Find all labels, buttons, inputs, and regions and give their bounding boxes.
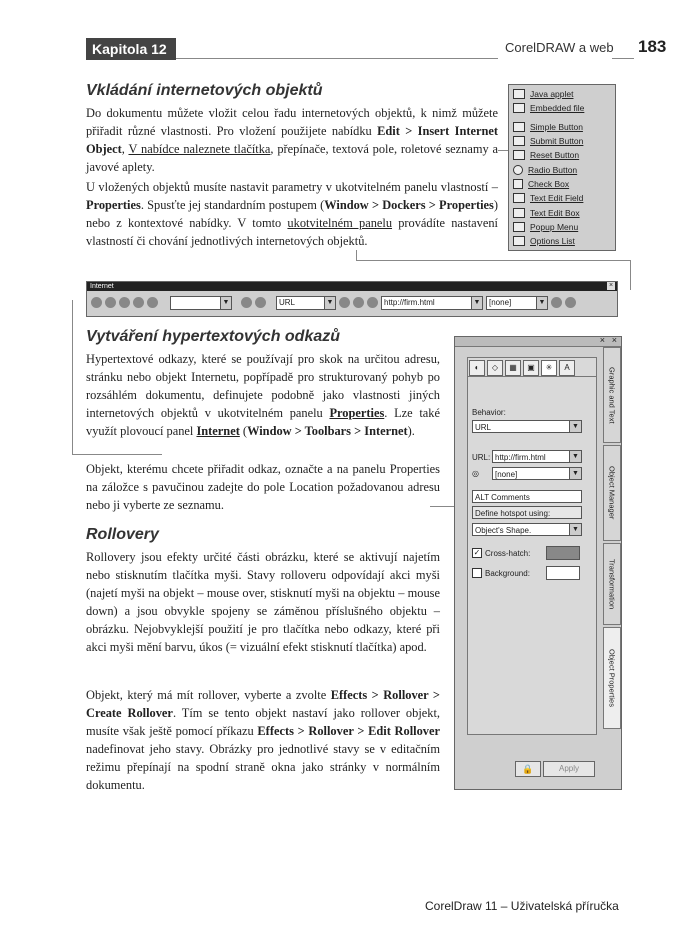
link-icon[interactable] (133, 297, 144, 308)
text-field-icon (513, 193, 525, 203)
running-title: CorelDRAW a web (505, 40, 614, 55)
list-item[interactable]: Options List (509, 234, 615, 248)
target-select[interactable]: [none] ▼ (486, 296, 548, 310)
general-tab-icon[interactable]: ▦ (505, 360, 521, 376)
callout-line (356, 260, 630, 261)
callout-line (356, 250, 357, 260)
chevron-down-icon: ▼ (569, 421, 581, 432)
outline-tab-icon[interactable]: ◇ (487, 360, 503, 376)
check-icon: ✓ (473, 548, 481, 557)
header-rule (176, 58, 498, 59)
back-icon[interactable] (105, 297, 116, 308)
section2-paragraph-2: Objekt, kterému chcete přiřadit odkaz, označte a na panelu Properties na záložce s pavučinou zadejte do pole Location požadovanou adresu nebo ji vyberte ze seznamu. (86, 462, 440, 512)
tab-object-properties[interactable]: Object Properties (603, 627, 621, 729)
list-item[interactable]: Popup Menu (509, 220, 615, 234)
down-icon[interactable] (255, 297, 266, 308)
target-icon: ◎ (472, 469, 479, 478)
text-box-icon (513, 208, 525, 218)
url-field[interactable]: http://firm.html ▼ (492, 450, 582, 463)
callout-line (630, 260, 631, 290)
docker-titlebar (455, 337, 621, 347)
header-rule-right (612, 58, 634, 59)
list-item[interactable]: Text Edit Field (509, 191, 615, 205)
checkbox-icon (472, 568, 482, 578)
docker-side-tabs (603, 347, 621, 787)
callout-line (498, 150, 508, 151)
background-color[interactable] (546, 566, 580, 580)
page-footer: CorelDraw 11 – Uživatelská příručka (425, 899, 619, 913)
reset-icon (513, 150, 525, 160)
checkbox-icon (513, 179, 523, 189)
section3-paragraph-1: Rollovery jsou efekty určité části obrázku, které se aktivují najetím nebo stisknutím tlačítka myši. Stavy rolloveru odpovídají akci myši (najetí myši na objekt – mouse over, stisknutí myši na objektu – mouse down) a jsou obvykle spojeny se záměnou příslušného objektu – obrázku. Nejobvyklejší použití je pro tlačítka nebo odkazy, které při akci myši mění barvu, úkos (= vizuální efekt stisknutí tlačítka) apod. (86, 550, 440, 654)
hotspot-label: Define hotspot using: (472, 506, 582, 519)
url-field[interactable]: http://firm.html ▼ (381, 296, 483, 310)
submit-icon (513, 136, 525, 146)
alt-comments-field[interactable]: ALT Comments (472, 490, 582, 503)
chevron-down-icon: ▼ (471, 297, 482, 309)
behavior-select[interactable]: URL ▼ (276, 296, 336, 310)
heading-hyperlinks: Vytváření hypertextových odkazů (86, 328, 341, 345)
button-icon (513, 122, 525, 132)
java-icon (513, 89, 525, 99)
close-icon[interactable]: × (611, 335, 617, 345)
internet-tab-icon[interactable]: ✳ (541, 360, 557, 376)
web-icon[interactable] (91, 297, 102, 308)
crosshatch-checkbox[interactable]: ✓ Cross-hatch: (473, 548, 531, 558)
list-item[interactable]: Reset Button (509, 148, 615, 162)
bookmark-icon[interactable] (147, 297, 158, 308)
options-icon[interactable] (565, 297, 576, 308)
list-item[interactable]: Check Box (509, 177, 615, 191)
detail-tab-icon[interactable]: ▣ (523, 360, 539, 376)
page-number: 183 (638, 37, 667, 56)
file-icon (513, 103, 525, 113)
up-icon[interactable] (241, 297, 252, 308)
section1-paragraph-2: U vložených objektů musíte nastavit parametry v ukotvitelném panelu vlastností – Properties. Spusťte jej standardním postupem (Window > Dockers > Properties) nebo z kontextové nabídky. V tomto ukotvitelném panelu provádíte nastavení vlastností či chování jednotlivých internetových objektů. (86, 180, 498, 248)
docker-bottom-bar (467, 761, 595, 779)
refresh-icon[interactable] (119, 297, 130, 308)
heading-inserting-objects: Vkládání internetových objektů (86, 82, 323, 99)
section2-paragraph-1: Hypertextové odkazy, které se používají pro skok na určitou adresu, stránku nebo objekt Internetu, popřípadě pro strukturovaný pohyb po rozsáhlém dokumentu, definujete podobně jako vlastnosti jiných internetových objektů v ukotvitelném panelu Properties. Lze také využít plovoucí panel Internet (Window > Toolbars > Internet). (86, 352, 441, 438)
list-item[interactable]: Text Edit Box (509, 205, 615, 219)
background-checkbox[interactable]: Background: (472, 568, 530, 578)
chevron-down-icon: ▼ (569, 451, 581, 462)
tab-graphic-and-text[interactable]: Graphic and Text (603, 347, 621, 443)
toolbar-titlebar: Internet × (87, 282, 617, 291)
target-select[interactable]: [none] ▼ (492, 467, 582, 480)
internet-toolbar (86, 281, 618, 317)
globe-icon[interactable] (367, 297, 378, 308)
chain-icon[interactable] (353, 297, 364, 308)
fill-tab-icon[interactable]: ◐ (469, 360, 485, 376)
chevron-down-icon: ▼ (569, 524, 581, 535)
radio-icon (513, 165, 523, 175)
tab-transformation[interactable]: Transformation (603, 543, 621, 625)
chevron-down-icon: ▼ (324, 297, 335, 309)
section1-paragraph-1: Do dokumentu můžete vložit celou řadu internetových objektů, k nimž můžete přiřadit různé vlastnosti. Pro vložení použijete nabídku Edit > Insert Internet Object, V nabídce naleznete tlačítka, přepínače, textová pole, roletové seznamy a javové aplety. (86, 106, 499, 174)
hotspot-icon[interactable] (339, 297, 350, 308)
popup-menu-icon (513, 222, 525, 232)
section3-paragraph-2: Objekt, který má mít rollover, vyberte a zvolte Effects > Rollover > Create Rollover. Tím se tento objekt nastaví jako rollover objekt, musíte však ještě pomocí příkazu Effects > Rollover > Edit Rollover nadefinovat jeho stavy. Obrázky pro jednotlivé stavy se v editačním režimu přepínají na spodní straně okna jako stránky v normálním dokumentu. (86, 688, 441, 792)
preview-icon[interactable] (551, 297, 562, 308)
chevron-down-icon: ▼ (220, 297, 231, 309)
url-label: URL: (472, 453, 491, 462)
behavior-label: Behavior: (472, 408, 506, 417)
chevron-down-icon: ▼ (569, 468, 581, 479)
list-item[interactable]: Java applet (509, 87, 615, 101)
close-icon[interactable]: × (599, 335, 605, 345)
crosshatch-color[interactable] (546, 546, 580, 560)
property-tabs (468, 358, 596, 377)
options-list-icon (513, 236, 525, 246)
list-item[interactable]: Simple Button (509, 120, 615, 134)
lock-icon[interactable]: 🔒 (515, 761, 541, 777)
chapter-badge: Kapitola 12 (86, 38, 176, 60)
list-item[interactable]: Radio Button (509, 162, 615, 176)
tab-object-manager[interactable]: Object Manager (603, 445, 621, 541)
close-icon[interactable]: × (608, 282, 614, 289)
behavior-select[interactable]: URL ▼ (472, 420, 582, 433)
style-select[interactable] (170, 296, 232, 310)
heading-rollovers: Rollovery (86, 526, 159, 543)
apply-button[interactable]: Apply (543, 761, 595, 777)
callout-line (72, 454, 162, 455)
chevron-down-icon: ▼ (536, 297, 547, 309)
object-properties-docker (454, 336, 622, 790)
internet-objects-list (508, 84, 616, 251)
hotspot-select[interactable]: Object's Shape. ▼ (472, 523, 582, 536)
summary-tab-icon[interactable]: A (559, 360, 575, 376)
callout-line (72, 300, 73, 454)
list-item[interactable]: Embedded file (509, 101, 615, 115)
docker-content (467, 357, 597, 735)
list-item[interactable]: Submit Button (509, 134, 615, 148)
